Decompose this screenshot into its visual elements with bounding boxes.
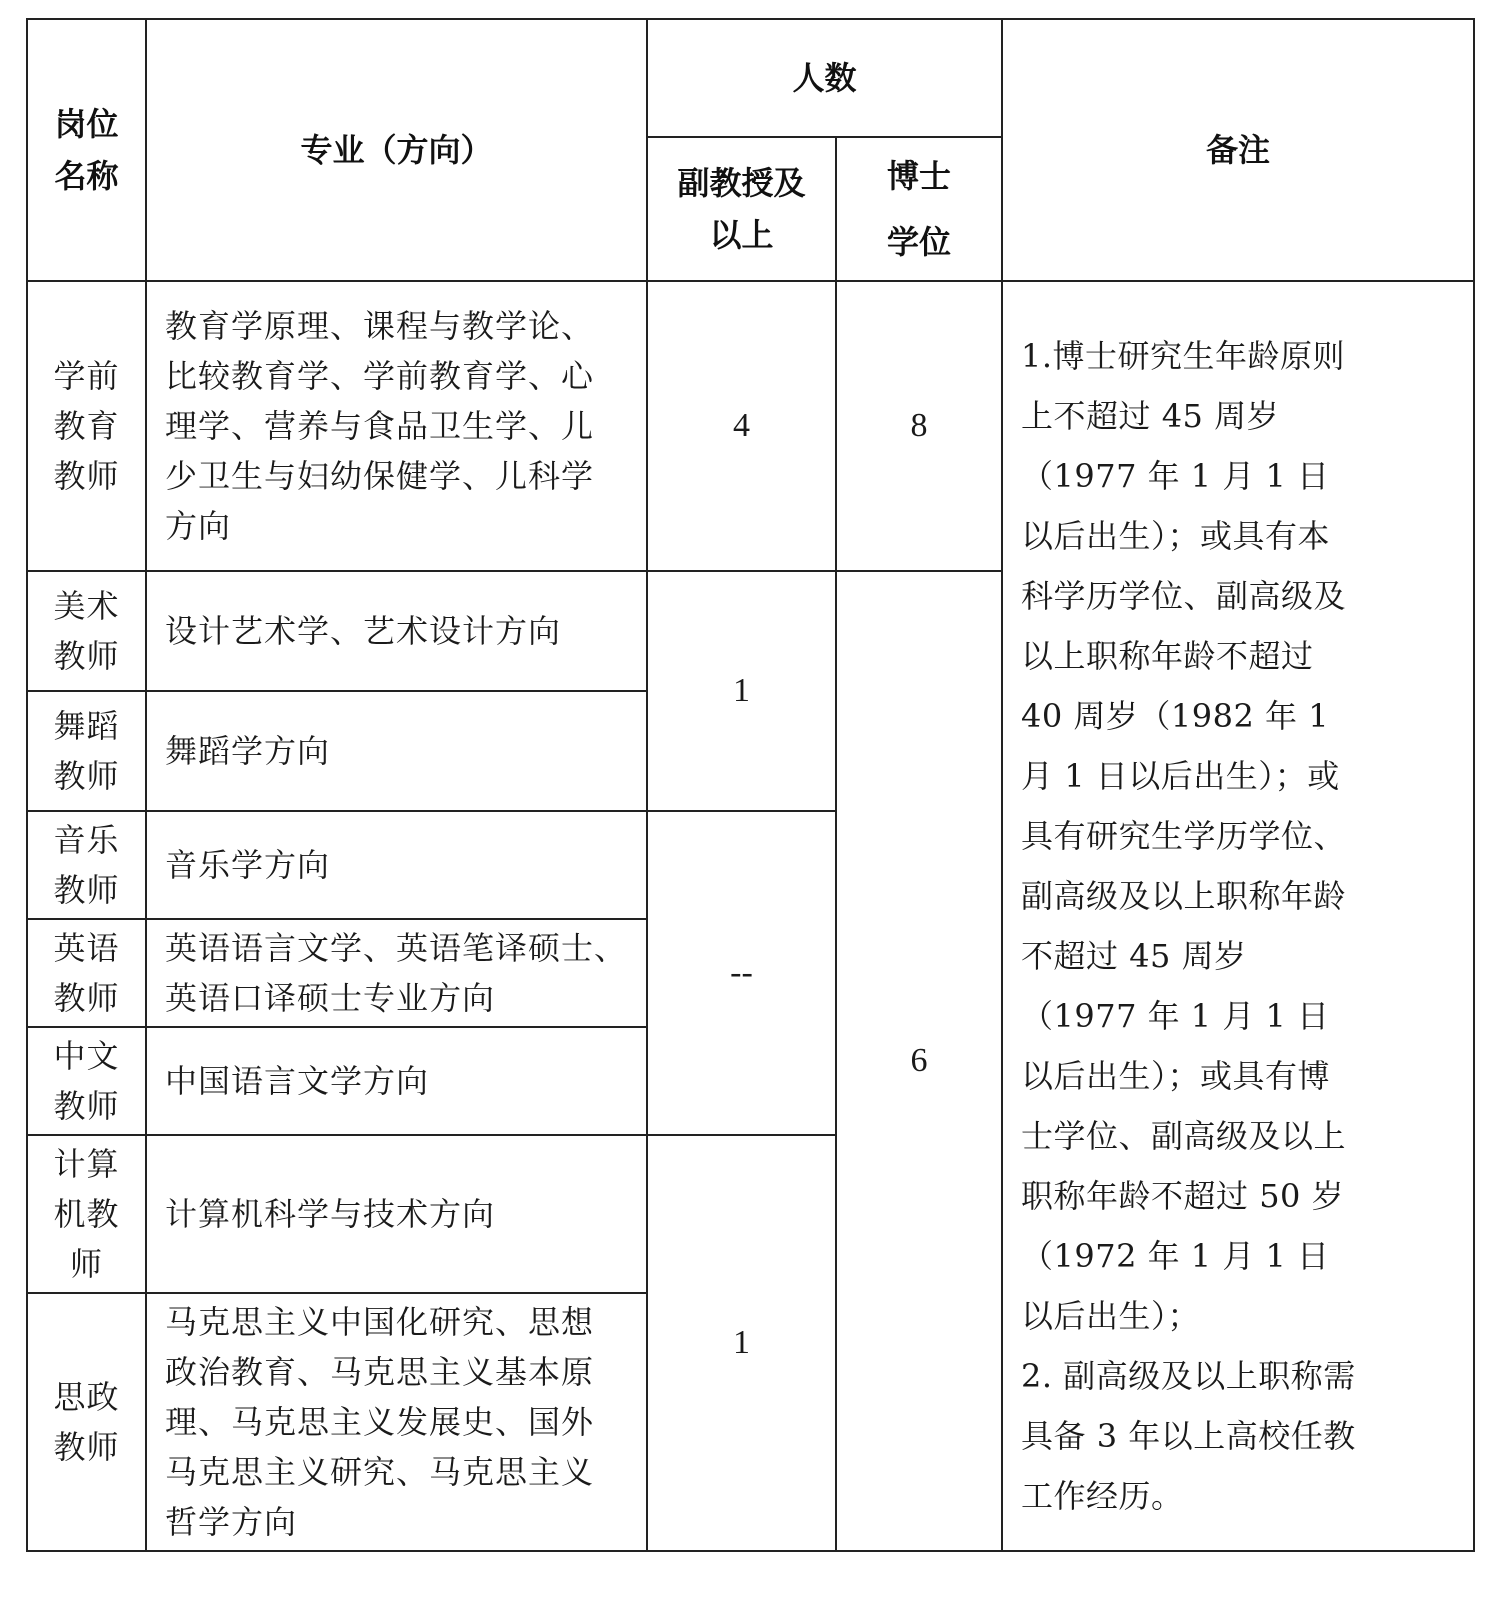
header-doctor (836, 137, 1002, 281)
post-chinese-label: 中文教师 (53, 1037, 120, 1125)
post-music (27, 811, 146, 919)
header-doctor-label: 博士学位 (886, 157, 951, 261)
post-computer (27, 1135, 146, 1293)
recruitment-table (26, 18, 1475, 1552)
header-note: 备注 (1002, 19, 1474, 281)
header-major: 专业（方向） (146, 19, 647, 281)
doctor-count-others: 6 (836, 571, 1002, 1551)
major-english (146, 919, 647, 1027)
assoc-prof-count-art-dance: 1 (647, 571, 836, 811)
major-preschool-label: 教育学原理、课程与教学论、比较教育学、学前教育学、心理学、营养与食品卫生学、儿少卫生与妇幼保健学、儿科学方向 (165, 307, 595, 545)
note-item-1: 1.博士研究生年龄原则上不超过 45 周岁（1977 年 1 月 1 日以后出生）；或具有本科学历学位、副高级及以上职称年龄不超过 40 周岁（1982 年 1 月 1 日以后出生）；或具有研究生学历学位、副高级及以上职称年龄不超过 45 周岁（1977 年 1 月 1 日以后出生）；或具有博士学位、副高级及以上职称年龄不超过 50 岁（1972 年 1 月 1 日以后出生）； (1021, 337, 1347, 1335)
header-assoc-prof-label: 副教授及以上 (677, 164, 806, 254)
major-politics (146, 1293, 647, 1551)
major-computer: 计算机科学与技术方向 (146, 1135, 647, 1293)
header-post (27, 19, 146, 281)
header-count: 人数 (647, 19, 1002, 137)
assoc-prof-count-preschool: 4 (647, 281, 836, 571)
post-politics (27, 1293, 146, 1551)
doctor-count-preschool: 8 (836, 281, 1002, 571)
major-chinese: 中国语言文学方向 (146, 1027, 647, 1135)
header-post-label: 岗位名称 (54, 105, 119, 195)
major-music: 音乐学方向 (146, 811, 647, 919)
major-art: 设计艺术学、艺术设计方向 (146, 571, 647, 691)
major-dance: 舞蹈学方向 (146, 691, 647, 811)
note-item-2: 2. 副高级及以上职称需具备 3 年以上高校任教工作经历。 (1021, 1357, 1356, 1515)
post-preschool (27, 281, 146, 571)
major-politics-label: 马克思主义中国化研究、思想政治教育、马克思主义基本原理、马克思主义发展史、国外马克思主义研究、马克思主义哲学方向 (165, 1303, 595, 1541)
post-dance-label: 舞蹈教师 (53, 707, 120, 795)
post-preschool-label: 学前教育教师 (53, 357, 120, 495)
post-art-label: 美术教师 (53, 587, 120, 675)
major-preschool (146, 281, 647, 571)
header-assoc-prof (647, 137, 836, 281)
post-english (27, 919, 146, 1027)
post-art (27, 571, 146, 691)
post-music-label: 音乐教师 (53, 821, 120, 909)
post-computer-label: 计算机教师 (53, 1145, 120, 1283)
post-dance (27, 691, 146, 811)
assoc-prof-count-computer-politics: 1 (647, 1135, 836, 1551)
note-content (1021, 326, 1361, 1526)
major-english-label: 英语语言文学、英语笔译硕士、英语口译硕士专业方向 (165, 929, 628, 1017)
post-english-label: 英语教师 (53, 929, 120, 1017)
post-chinese (27, 1027, 146, 1135)
post-politics-label: 思政教师 (53, 1378, 120, 1466)
assoc-prof-count-music-english-chinese: -- (647, 811, 836, 1135)
note-cell (1002, 281, 1474, 1551)
